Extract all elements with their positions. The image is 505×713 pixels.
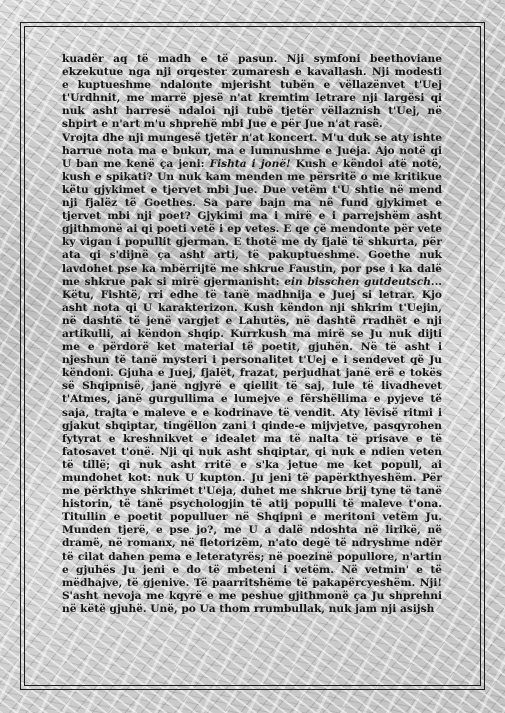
text-line: nuk asht harresë ndaloi nji tubë tjetër vëllaznish t'Uej, në: [62, 105, 442, 118]
text-line: këtu gjykimet e tjervet mbi Jue. Due vetëm t'U shtie në mend: [62, 183, 442, 196]
text-line: gjithmonë ai qi poeti vetë i ep vetes. E qe çë mendonte për vete: [62, 223, 442, 236]
text-line: fytyrat e kreshnikvet e idealet ma të nalta të prisave e të: [62, 432, 442, 445]
text-line: asht nota qi U karakterizon. Kush këndon nji shkrim t'Uejin,: [62, 301, 442, 314]
text-line: lavdohet pse ka mbërrijtë me shkrue Faustin, por pse i ka dalë: [62, 262, 442, 275]
text-line: ekzekutue nga nji orqester zumaresh e kavallash. Nji modesti: [62, 66, 442, 79]
text-line: tjervet mbi nji poet? Gjykimi ma i mirë e i parrejshëm asht: [62, 210, 442, 223]
document-body: [62, 53, 442, 616]
text-line: saja, trajta e maleve e e kodrinave të vendit. Aty lëvisë ritmi i: [62, 406, 442, 419]
text-line: historin, të tanë psychologjin të atij populli të maleve t'ona.: [62, 498, 442, 511]
paragraph: [62, 132, 442, 616]
text-line: ata qi s'dijnë ça asht arti, të pakuptueshme. Goethe nuk: [62, 249, 442, 262]
text-line: fatosavet t'onë. Nji qi nuk asht shqiptar, qi nuk e ndien veten: [62, 445, 442, 458]
text-line: nji fjalëz të Goethes. Sa pare bajn ma në fund gjykimet e: [62, 197, 442, 210]
text-line: artikulli, ai këndon shqip. Kurrkush ma mirë se Ju nuk dijti: [62, 327, 442, 340]
text-line: t'Atmes, janë gurgullima e lumejve e fërshëllima e pyjeve të: [62, 393, 442, 406]
text-line: dramë, në romanx, në fletorizëm, n'ato degë të ndryshme ndër: [62, 537, 442, 550]
text-line: U ban me kenë ça jeni: Fishta i jonë! Kush e këndoi atë notë,: [62, 157, 442, 170]
text-line: Titullin e poetit populluer në Shqipni e meritoni vetëm Ju.: [62, 511, 442, 524]
text-line: të tillë; qi nuk asht rritë e s'ka jetue me ket popull, ai: [62, 458, 442, 471]
text-line: S'asht nevoja me kqyrë e me peshue gjithmonë ça Ju shprehni: [62, 589, 442, 602]
text-line: e gjuhës Ju jeni e do të mbeteni i vetëm. Në vetmin' e të: [62, 563, 442, 576]
text-line: kuadër aq të madh e të pasun. Nji symfoni beethoviane: [62, 53, 442, 65]
paragraph: [62, 53, 442, 132]
text-line: shpirt e n'art m'u shprehë mbi Jue e për Jue n'at rasë.: [62, 118, 383, 131]
text-line: me përkthye shkrimet t'Ueja, duhet me shkrue brij tyne të tanë: [62, 485, 442, 498]
text-line: harrue nota ma e bukur, ma e lumnushme e Jueja. Ajo notë qi: [62, 144, 442, 157]
text-line: Vrojta dhe nji mungesë tjetër n'at koncert. M'u duk se aty ishte: [62, 131, 442, 144]
text-line: në dashtë të jenë vargjet e Lahutës, në dashtë rradhët e nji: [62, 314, 442, 327]
text-line: Këtu, Fishtë, rri edhe të tanë madhnija e Juej si letrar. Kjo: [62, 288, 442, 301]
text-line: mëdhajve, të gjenive. Të paarritshëme të pakapërcyeshëm. Nji!: [62, 576, 442, 589]
text-line: të cilat dahen pema e leteratyrës; në poezinë popullore, n'artin: [62, 550, 442, 563]
text-line: njeshun të tanë mysteri i personalitet t'Uej e i sendevet që Ju: [62, 354, 442, 367]
text-line: së Shqipnisë, janë ngjyrë e qiellit të saj, lule të livadhevet: [62, 380, 442, 393]
text-line: me e përdorë ket material të poetit, gjuhën. Në të asht i: [62, 341, 442, 354]
text-line: Munden tjerë, e pse jo?, me U a dalë ndoshta në lirikë, në: [62, 524, 442, 537]
text-line: gjakut shqiptar, tingëllon zani i qinde-e mijvjetve, pasqyrohen: [62, 419, 442, 432]
text-line: t'Urdhnit, me marrë pjesë n'at kremtim letrare nji largësi qi: [62, 92, 442, 105]
text-line: ky vigan i popullit gjerman. E thotë me dy fjalë të shkurta, për: [62, 236, 442, 249]
text-line: me shkrue pak si mirë gjermanisht: ein bisschen gutdeutsch...: [62, 275, 442, 288]
text-line: këndoni. Gjuha e Juej, fjalët, frazat, perjudhat janë erë e tokës: [62, 367, 442, 380]
text-line: e kuptueshme ndalonte mjerisht tubën e vëllazënvet t'Uej: [62, 79, 442, 92]
text-line: në këtë gjuhë. Unë, po Ua thom rrumbullak, nuk jam nji asijsh: [62, 602, 435, 615]
text-line: mundohet kot: nuk U kupton. Ju jeni të papërkthyeshëm. Për: [62, 472, 442, 484]
text-line: kush e spikati? Un nuk kam menden me përsritë o me kritikue: [62, 170, 442, 183]
